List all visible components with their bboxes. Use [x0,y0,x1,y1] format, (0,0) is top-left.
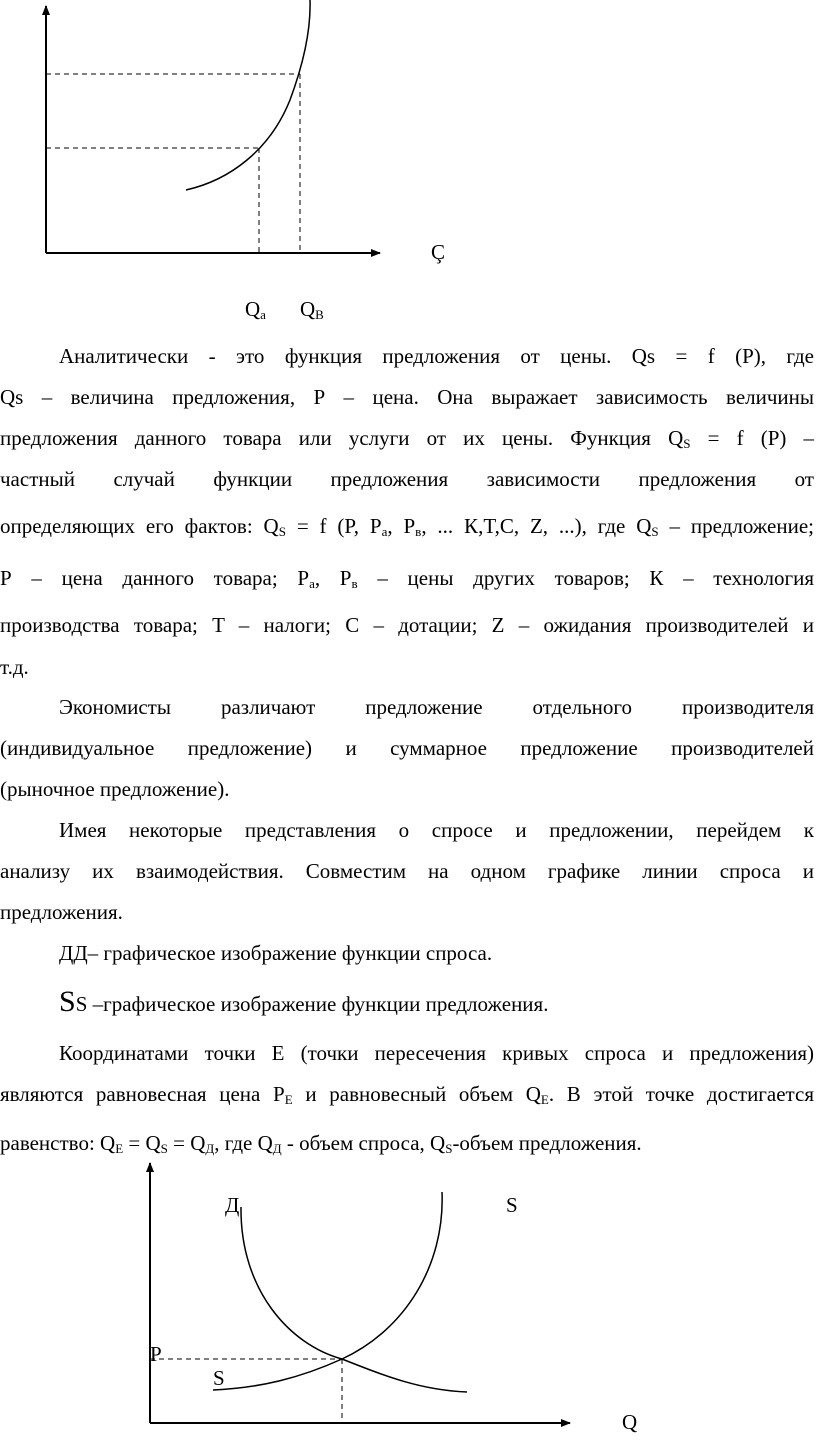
para3-line2: анализу их взаимодействия. Совместим на одном графике линии спроса и [0,859,814,883]
para3-line3: предложения. [0,900,123,924]
price-label: P [150,1342,162,1366]
para2-line1: Экономисты различают предложение отдельного производителя [59,695,814,719]
para1-line4: частный случай функции предложения зависимости предложения от [0,467,814,491]
para2-line3: (рыночное предложение). [0,777,230,801]
para1-line5: определяющих его фактов: $Q_S = f$ (P, $P_a$, $P_в$, ... К,T,C, Z, ...), где $Q_S$ – предложение; [0,514,814,539]
supply-chart-1 [0,0,816,330]
para1-line7: производства товара; T – налоги; C – дотации; Z – ожидания производителей и [0,613,814,637]
axis-label-q-partial: Ç [431,240,446,264]
supply-curve-2 [213,1192,442,1390]
para1-line6: Р – цена данного товара; $Р_а$, $Р_в$ – цены других товаров; К – технология [0,566,814,591]
para1-line2: Qs – величина предложения, Р – цена. Она выражает зависимость величины [0,385,814,409]
label-qb: $Q_В$ [300,297,324,322]
demand-label: Д [225,1193,240,1217]
supply-curve [186,0,310,190]
para1-line1: Аналитически - это функция предложения от цены. Qs = f (P), где [59,344,814,368]
para1-line8: т.д. [0,655,29,679]
para6-line1: Координатами точки Е (точки пересечения кривых спроса и предложения) [59,1041,814,1065]
supply-label-bottom: S [213,1366,225,1390]
q-axis-label: Q [622,1410,638,1434]
para3-line1: Имея некоторые представления о спросе и предложении, перейдем к [59,818,814,842]
supply-label-top: S [506,1193,518,1217]
demand-curve [241,1207,467,1392]
para2-line2: (индивидуальное предложение) и суммарное предложение производителей [0,736,814,760]
label-qa: $Q_a$ [245,297,266,322]
para6-line2: являются равновесная цена $Р_Е$ и равновесный объем $Q_Е$. В этой точке достигается [0,1082,814,1107]
para6-line3: равенство: $Q_Е = Q_S = Q_Д$, где $Q_Д$ - объем спроса, $Q_S$-объем предложения. [0,1131,642,1156]
para4-demand-definition: ДД– графическое изображение функции спроса. [59,941,493,965]
para1-line3: предложения данного товара или услуги от их цены. Функция $Q_S = f$ (P) – [0,426,814,451]
para5-supply-definition: SS –графическое изображение функции предложения. [59,985,549,1018]
